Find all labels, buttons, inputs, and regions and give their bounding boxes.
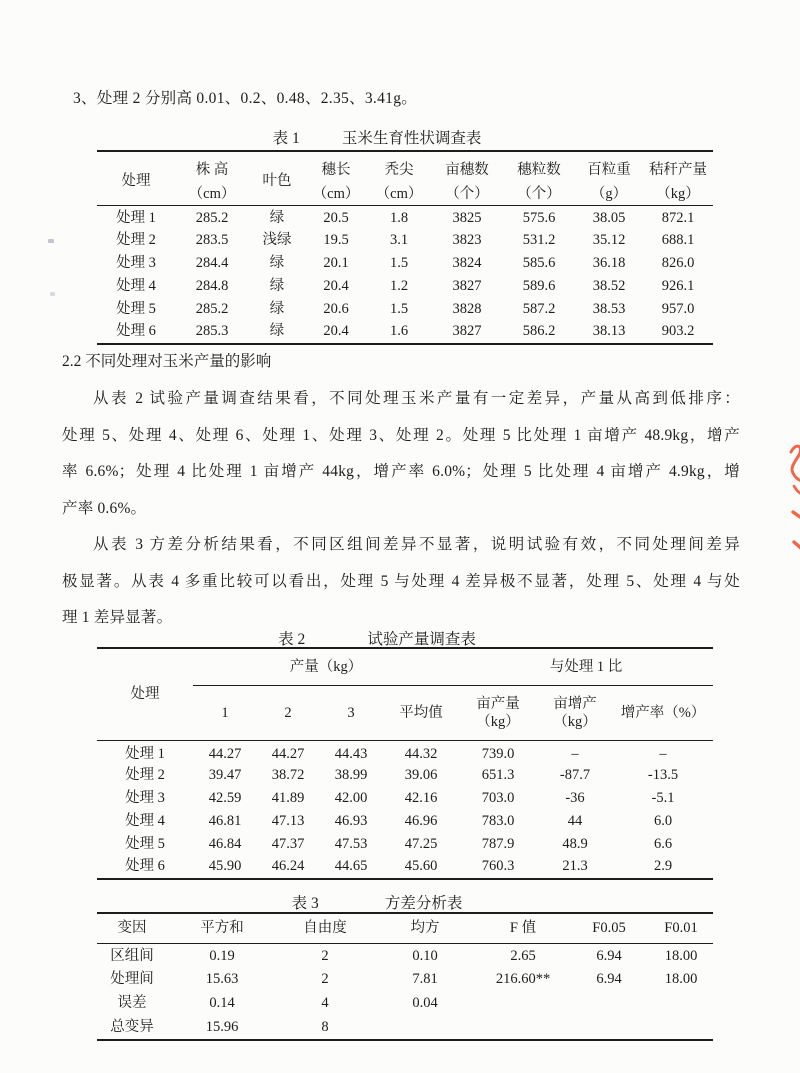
table-cell: 48.9	[562, 835, 588, 852]
table-cell: 47.13	[271, 812, 305, 829]
table3-title: 方差分析表	[384, 895, 463, 912]
group-header-yield: 产量（kg）	[193, 648, 459, 686]
table-row	[97, 856, 713, 879]
table-cell: 15.63	[205, 971, 239, 988]
table-cell: 35.12	[592, 231, 626, 248]
table-cell: 44.32	[404, 746, 438, 762]
header-row	[97, 151, 713, 184]
table-cell: 739.0	[481, 746, 515, 762]
table-cell: 0.19	[209, 948, 235, 965]
table-cell: 284.8	[195, 277, 229, 294]
column-header: F0.01	[649, 913, 713, 944]
column-header-unit: （kg）	[553, 714, 597, 730]
header-row	[97, 913, 713, 944]
red-pen-dash	[793, 512, 800, 517]
section-heading: 2.2 不同处理对玉米产量的影响	[62, 353, 272, 370]
row-label: 处理 5	[116, 300, 156, 317]
column-header: F0.05	[569, 913, 649, 944]
table-cell: 18.00	[664, 948, 698, 965]
table-cell	[569, 1016, 649, 1040]
table-cell: 586.2	[522, 323, 556, 340]
table1-growth-survey	[97, 150, 713, 345]
table-cell: 283.5	[195, 231, 229, 248]
table-cell: 8	[321, 1018, 329, 1035]
intro-line: 3、处理 2 分别高 0.01、0.2、0.48、2.35、3.41g。	[73, 90, 418, 107]
table-cell: 688.1	[661, 231, 695, 248]
table-row	[97, 741, 713, 764]
table3-caption	[69, 891, 685, 913]
table-cell: 1.5	[389, 300, 409, 317]
table-cell: 44.65	[334, 858, 368, 875]
column-header: 百粒重	[587, 162, 631, 179]
table-cell: -36	[565, 789, 585, 806]
column-header: 2	[257, 686, 319, 741]
column-header-name: 亩产量	[476, 695, 520, 712]
table-cell: 7.81	[412, 971, 438, 988]
table-row	[97, 787, 713, 810]
row-label: 处理 6	[116, 323, 156, 340]
table-row	[97, 992, 713, 1016]
table-cell: 41.89	[271, 789, 305, 806]
paragraph-line: 率 6.6%；处理 4 比处理 1 亩增产 44kg，增产率 6.0%；处理 5 比处理 4 亩增产 4.9kg，增	[62, 463, 740, 480]
table-cell: 2	[321, 971, 329, 988]
table-cell: 903.2	[661, 323, 695, 340]
table-cell: 38.72	[271, 766, 305, 783]
table-cell	[569, 992, 649, 1016]
column-header: 增产率（%）	[613, 686, 713, 741]
table-cell: 3828	[452, 300, 482, 317]
table-cell: 760.3	[481, 858, 515, 875]
table-row	[97, 944, 713, 968]
column-header: F 值	[477, 913, 569, 944]
table-cell: 19.5	[323, 231, 349, 248]
table-cell: -5.1	[651, 789, 675, 806]
table-cell: 3827	[452, 323, 482, 340]
column-header	[459, 686, 537, 741]
table-row	[97, 275, 713, 298]
table-cell: 3.1	[389, 231, 409, 248]
paragraph-line: 理 1 差异显著。	[62, 609, 173, 626]
row-label: 处理 4	[116, 277, 156, 294]
table-row	[97, 764, 713, 787]
table-cell	[477, 1016, 569, 1040]
paragraph-line: 产率 0.6%。	[62, 499, 147, 517]
table-row	[97, 252, 713, 275]
table-cell: 46.93	[334, 812, 368, 829]
table-row	[97, 833, 713, 856]
table-cell: 4	[321, 995, 329, 1012]
row-label: 区组间	[110, 948, 154, 965]
table-cell: 575.6	[522, 210, 556, 227]
row-label: 处理 3	[116, 254, 156, 271]
table-cell: 绿	[269, 254, 285, 271]
table-cell: 957.0	[661, 300, 695, 317]
table-cell: 1.5	[389, 254, 409, 271]
table-cell: 38.53	[592, 300, 626, 317]
table-row	[97, 321, 713, 344]
column-header: 均方	[373, 913, 477, 944]
table-cell: 44.43	[334, 746, 368, 762]
table1-title: 玉米生育性状调查表	[341, 130, 482, 147]
table-cell: 绿	[269, 277, 285, 294]
table-cell: 38.99	[334, 766, 368, 783]
row-label: 处理 1	[116, 210, 156, 227]
table-cell	[477, 992, 569, 1016]
table-cell: 44.27	[271, 746, 305, 762]
table-cell: 46.24	[271, 858, 305, 875]
table-row	[97, 206, 713, 229]
table-row	[97, 968, 713, 992]
table-cell: 216.60**	[495, 971, 551, 988]
table-row	[97, 298, 713, 321]
table-cell: 42.59	[208, 789, 242, 806]
table-cell: 6.94	[596, 971, 622, 988]
row-label: 处理 4	[125, 812, 165, 829]
table-cell: 1.8	[389, 210, 409, 227]
table-cell: 绿	[269, 210, 285, 227]
column-header: 变因	[97, 913, 167, 944]
row-label: 处理间	[110, 971, 154, 988]
table-cell: 47.37	[271, 835, 305, 852]
table-cell: 46.84	[208, 835, 242, 852]
table2-yield-survey	[97, 647, 713, 880]
paragraph-line: 从表 3 方差分析结果看，不同区组间差异不显著，说明试验有效，不同处理间差异	[93, 536, 740, 553]
column-header: 1	[193, 686, 257, 741]
table-row	[97, 810, 713, 833]
column-unit: （kg）	[643, 184, 713, 206]
table-cell: 15.96	[205, 1018, 239, 1035]
table-cell: 285.2	[195, 210, 229, 227]
table-cell: 39.47	[208, 766, 242, 783]
column-unit: （个）	[431, 184, 503, 206]
scan-speck	[50, 292, 55, 296]
table-cell: 39.06	[404, 766, 438, 783]
column-header: 株 高	[195, 162, 229, 179]
table-cell: 42.16	[404, 789, 438, 806]
table-cell: 18.00	[664, 971, 698, 988]
table-cell: –	[571, 746, 579, 762]
table-cell: 44	[567, 812, 583, 829]
table-cell: 0.14	[209, 995, 235, 1012]
table-cell: 2	[321, 948, 329, 965]
column-header: 处理	[97, 648, 193, 741]
column-header: 自由度	[277, 913, 373, 944]
paragraph-line: 处理 5、处理 4、处理 6、处理 1、处理 3、处理 2。处理 5 比处理 1 亩增产 48.9kg，增产	[62, 426, 740, 444]
table-cell: -87.7	[559, 766, 591, 783]
column-unit: （个）	[503, 184, 575, 206]
column-unit: （g）	[575, 184, 643, 206]
table-cell: 38.13	[592, 323, 626, 340]
table-cell: 3824	[452, 254, 482, 271]
table-cell: 44.27	[208, 746, 242, 762]
row-label: 处理 3	[125, 789, 165, 806]
table-cell: 0.04	[412, 995, 438, 1012]
row-label: 误差	[117, 995, 147, 1012]
table-cell: 46.96	[404, 812, 438, 829]
red-pen-squiggle	[791, 446, 800, 480]
column-header-name: 亩增产	[553, 695, 597, 712]
table-cell: 2.9	[653, 858, 673, 875]
column-unit: （cm）	[367, 184, 431, 206]
column-unit: （cm）	[305, 184, 367, 206]
table-cell: 284.4	[195, 254, 229, 271]
table-cell: 20.4	[323, 277, 349, 294]
table-cell: 285.2	[195, 300, 229, 317]
red-pen-annotation	[777, 438, 800, 568]
table-cell: –	[659, 746, 667, 762]
paragraph-line: 从表 2 试验产量调查结果看，不同处理玉米产量有一定差异，产量从高到低排序：	[93, 390, 740, 407]
red-pen-squiggle-tail	[794, 486, 800, 495]
table-cell: 浅绿	[262, 231, 292, 248]
table1-label: 表 1	[272, 130, 300, 147]
table-cell: 36.18	[592, 254, 626, 271]
row-label: 处理 1	[125, 746, 165, 762]
table-cell: 651.3	[481, 766, 515, 783]
table-cell	[649, 992, 713, 1016]
group-header-row	[97, 648, 713, 686]
header-units-row	[97, 184, 713, 206]
table-cell: 20.5	[323, 210, 349, 227]
table3-anova	[97, 912, 713, 1041]
table-cell: 587.2	[522, 300, 556, 317]
table-cell: 589.6	[522, 277, 556, 294]
table-row	[97, 229, 713, 252]
body-paragraphs	[62, 381, 740, 637]
table-row	[97, 1016, 713, 1040]
table2-label: 表 2	[278, 631, 306, 648]
column-header: 亩穗数	[445, 162, 489, 179]
column-header: 秸秆产量	[649, 162, 707, 179]
table-cell: 45.60	[404, 858, 438, 875]
table-cell	[373, 1016, 477, 1040]
table1-caption	[69, 126, 685, 148]
column-header: 秃尖	[384, 162, 414, 179]
table-cell: 6.0	[653, 812, 673, 829]
table-cell: 285.3	[195, 323, 229, 340]
table-cell: 45.90	[208, 858, 242, 875]
row-label: 处理 5	[125, 835, 165, 852]
table-cell: 926.1	[661, 277, 695, 294]
table2-caption	[69, 627, 685, 649]
table-cell: 38.52	[592, 277, 626, 294]
table-cell: 1.6	[389, 323, 409, 340]
table-cell: 3827	[452, 277, 482, 294]
table-cell: 787.9	[481, 835, 515, 852]
table-cell: 20.4	[323, 323, 349, 340]
table-cell	[649, 1016, 713, 1040]
column-header: 平均值	[383, 686, 459, 741]
table-cell: 38.05	[592, 210, 626, 227]
column-header: 平方和	[167, 913, 277, 944]
table-cell: 绿	[269, 300, 285, 317]
column-header-unit: （kg）	[476, 714, 520, 730]
table-cell: 872.1	[661, 210, 695, 227]
column-header: 穗粒数	[517, 162, 561, 179]
paragraph-line: 极显著。从表 4 多重比较可以看出，处理 5 与处理 4 差异极不显著，处理 5、处理 4 与处	[62, 572, 740, 590]
table-cell: 3825	[452, 210, 482, 227]
table-cell: 20.1	[323, 254, 349, 271]
row-label: 总变异	[110, 1018, 154, 1035]
table-cell: 531.2	[522, 231, 556, 248]
table-cell: 2.65	[510, 948, 536, 965]
group-header-vs-treatment1: 与处理 1 比	[459, 648, 713, 686]
table-cell: 6.6	[653, 835, 673, 852]
column-header: 叶色	[249, 151, 305, 206]
row-label: 处理 6	[125, 858, 165, 875]
table-cell: 826.0	[661, 254, 695, 271]
column-header: 处理	[97, 151, 175, 206]
column-unit: （cm）	[175, 184, 249, 206]
table-cell: 6.94	[596, 948, 622, 965]
column-header: 3	[319, 686, 383, 741]
table2-title: 试验产量调查表	[367, 631, 476, 648]
table-cell: 20.6	[323, 300, 349, 317]
table-cell: 47.25	[404, 835, 438, 852]
table-cell: -13.5	[647, 766, 679, 783]
table-cell: 783.0	[481, 812, 515, 829]
scan-speck	[48, 239, 54, 243]
column-header: 穗长	[321, 162, 351, 179]
table-cell: 42.00	[334, 789, 368, 806]
table-cell: 绿	[269, 323, 285, 340]
table-cell: 1.2	[389, 277, 409, 294]
table-cell: 0.10	[412, 948, 438, 965]
table-cell: 585.6	[522, 254, 556, 271]
table3-label: 表 3	[291, 895, 319, 912]
table-cell: 21.3	[562, 858, 588, 875]
column-header	[537, 686, 613, 741]
row-label: 处理 2	[116, 231, 156, 248]
table-cell: 3823	[452, 231, 482, 248]
table-cell: 46.81	[208, 812, 242, 829]
red-pen-tick	[794, 542, 800, 549]
table-cell: 47.53	[334, 835, 368, 852]
table-cell: 703.0	[481, 789, 515, 806]
row-label: 处理 2	[125, 766, 165, 783]
